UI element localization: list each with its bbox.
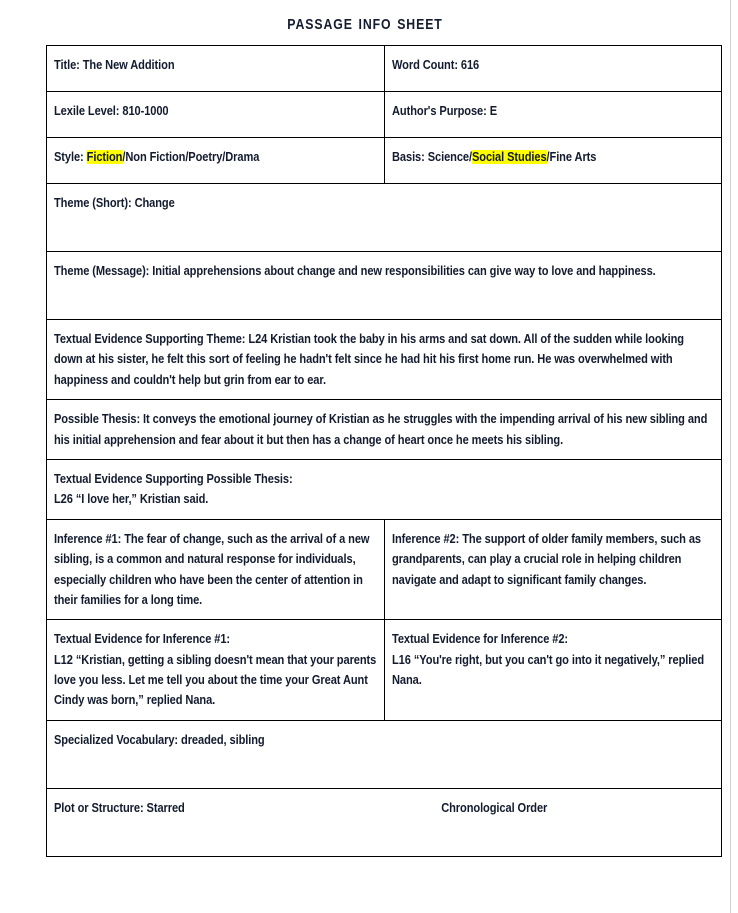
- word-count-text: Word Count: 616: [392, 58, 480, 72]
- cell-textual-evidence-theme: [47, 320, 722, 400]
- inference-1-text: Inference #1: The fear of change, such as the arrival of a new sibling, is a common and natural response for individuals, especially children who have been the center of attention in their families for a long time.: [54, 531, 370, 607]
- specialized-vocabulary-text: Specialized Vocabulary: dreaded, sibling: [54, 732, 265, 747]
- basis-label: Basis: Science/: [392, 150, 472, 164]
- style-line: [54, 147, 378, 167]
- cell-evidence-inference-2: [385, 620, 722, 721]
- table-row-evidence-thesis: [47, 459, 722, 519]
- inference-2-text: Inference #2: The support of older family members, such as grandparents, can play a crucial role in helping children navigate and adapt to significant family changes.: [392, 531, 701, 587]
- cell-evidence-thesis: [47, 459, 722, 519]
- table-row-inference-evidence: [47, 620, 722, 721]
- table-row-plot-structure: [47, 788, 722, 856]
- page-title: passage info sheet: [287, 11, 443, 34]
- plot-order-text: Chronological Order: [441, 800, 548, 815]
- evidence-inf1-label: Textual Evidence for Inference #1:: [54, 632, 231, 647]
- table-row-theme-short: [47, 184, 722, 252]
- cell-inference-1: [47, 519, 385, 620]
- cell-word-count: [385, 46, 722, 92]
- style-label: Style:: [54, 150, 87, 164]
- title-field-text: Title: The New Addition: [54, 58, 175, 72]
- cell-possible-thesis: [47, 400, 722, 460]
- style-highlighted-option: Fiction: [86, 150, 123, 164]
- basis-line: [392, 147, 715, 167]
- table-row-style-basis: [47, 138, 722, 184]
- table-row-possible-thesis: [47, 400, 722, 460]
- table-row-lexile-purpose: [47, 92, 722, 138]
- cell-plot-structure: [47, 788, 722, 856]
- basis-remaining-options: /Fine Arts: [546, 150, 597, 164]
- cell-lexile-level: [47, 92, 385, 138]
- evidence-inf2-label: Textual Evidence for Inference #2:: [392, 632, 569, 647]
- plot-structure-text: Plot or Structure: Starred: [54, 800, 185, 815]
- cell-specialized-vocabulary: [47, 720, 722, 788]
- table-row-theme-message: [47, 252, 722, 320]
- lexile-level-text: Lexile Level: 810-1000: [54, 104, 169, 118]
- table-row-title-wordcount: [47, 46, 722, 92]
- cell-style: [47, 138, 385, 184]
- textual-evidence-theme-text: Textual Evidence Supporting Theme: L24 Kristian took the baby in his arms and sat down. All of the sudden while looking down at his sister, he felt this sort of feeling he hadn't felt since he had hit his first home run. He was overwhelmed with happiness and couldn't help but grin from ear to ear.: [54, 332, 684, 387]
- passage-info-table: [46, 45, 722, 857]
- possible-thesis-text: Possible Thesis: It conveys the emotional journey of Kristian as he struggles with the impending arrival of his new sibling and his initial apprehension and fear about it but then has a change of heart once he meets his sibling.: [54, 412, 708, 447]
- table-row-specialized-vocabulary: [47, 720, 722, 788]
- cell-authors-purpose: [385, 92, 722, 138]
- cell-inference-2: [385, 519, 722, 620]
- table-row-textual-evidence-theme: [47, 320, 722, 400]
- evidence-thesis-label: Textual Evidence Supporting Possible Thesis:: [54, 471, 293, 486]
- style-remaining-options: /Non Fiction/Poetry/Drama: [122, 150, 260, 164]
- cell-theme-message: [47, 252, 722, 320]
- evidence-inf2-quote: L16 “You're right, but you can't go into it negatively,” replied Nana.: [392, 652, 705, 688]
- theme-short-text: Theme (Short): Change: [54, 196, 175, 210]
- table-row-inferences: [47, 519, 722, 620]
- evidence-thesis-quote: L26 “I love her,” Kristian said.: [54, 492, 209, 507]
- cell-basis: [385, 138, 722, 184]
- authors-purpose-text: Author's Purpose: E: [392, 104, 498, 118]
- theme-message-text: Theme (Message): Initial apprehensions about change and new responsibilities can give way to love and happiness.: [54, 264, 656, 278]
- evidence-inf1-quote: L12 “Kristian, getting a sibling doesn't mean that your parents love you less. Let me tell you about the time your Great Aunt Cindy was born,” replied Nana.: [54, 652, 377, 708]
- cell-evidence-inference-1: [47, 620, 385, 721]
- cell-title: [47, 46, 385, 92]
- basis-highlighted-option: Social Studies: [471, 150, 547, 164]
- cell-theme-short: [47, 184, 722, 252]
